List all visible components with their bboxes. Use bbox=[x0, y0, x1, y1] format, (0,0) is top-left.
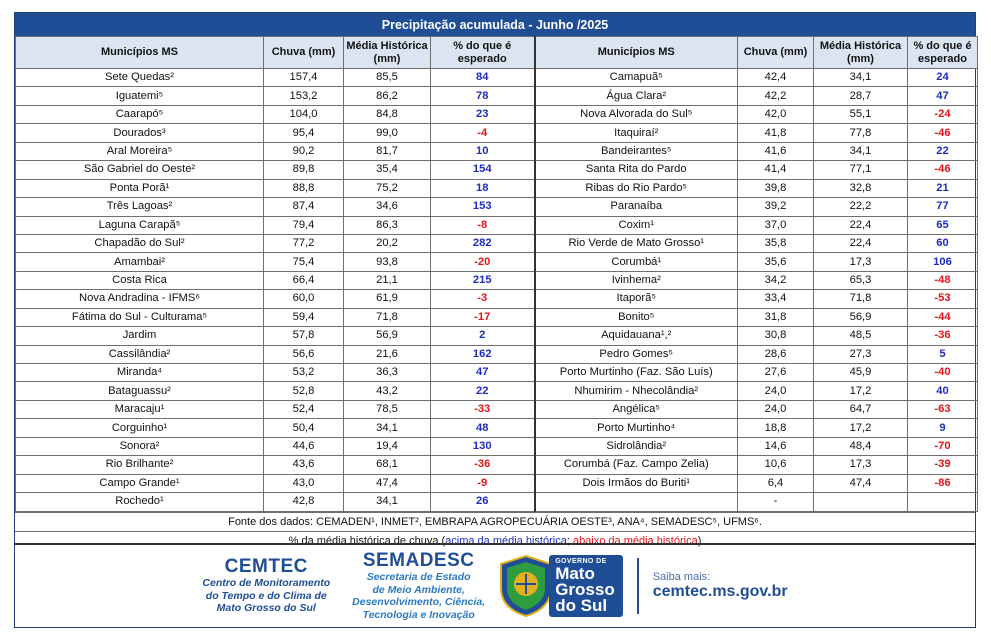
right-municipio-cell: Ivinhema² bbox=[535, 271, 738, 289]
left-percentual-cell: 215 bbox=[431, 271, 535, 289]
left-municipio-cell: Bataguassu² bbox=[16, 382, 264, 400]
right-chuva-cell: 28,6 bbox=[738, 345, 814, 363]
left-percentual-cell: 22 bbox=[431, 382, 535, 400]
left-chuva-cell: 104,0 bbox=[264, 105, 344, 123]
table-row bbox=[16, 345, 978, 363]
left-media-historica-cell: 35,4 bbox=[344, 161, 431, 179]
left-municipio-cell: Sete Quedas² bbox=[16, 69, 264, 87]
left-media-historica-cell: 78,5 bbox=[344, 400, 431, 418]
left-chuva-cell: 95,4 bbox=[264, 124, 344, 142]
table-row bbox=[16, 290, 978, 308]
right-municipio-cell: Angélica⁵ bbox=[535, 400, 738, 418]
right-percentual-cell: -46 bbox=[908, 161, 978, 179]
left-percentual-cell: 154 bbox=[431, 161, 535, 179]
right-percentual-cell: -53 bbox=[908, 290, 978, 308]
government-wordmark bbox=[549, 555, 623, 617]
right-media-historica-cell: 77,8 bbox=[814, 124, 908, 142]
table-row bbox=[16, 69, 978, 87]
right-municipio-cell: Ribas do Rio Pardo⁵ bbox=[535, 179, 738, 197]
cemtec-logo bbox=[202, 557, 330, 615]
table-row bbox=[16, 437, 978, 455]
left-percentual-cell: 26 bbox=[431, 493, 535, 511]
left-municipio-cell: São Gabriel do Oeste² bbox=[16, 161, 264, 179]
gov-small: GOVERNO DE bbox=[555, 558, 607, 565]
left-municipio-cell: Sonora² bbox=[16, 437, 264, 455]
right-percentual-cell: 9 bbox=[908, 419, 978, 437]
table-row bbox=[16, 216, 978, 234]
footer-logos bbox=[15, 543, 975, 627]
right-municipio-cell: Nova Alvorada do Sul⁵ bbox=[535, 105, 738, 123]
semadesc-desc-3: Desenvolvimento, Ciência, bbox=[352, 596, 486, 608]
left-media-historica-cell: 99,0 bbox=[344, 124, 431, 142]
footer-divider bbox=[637, 558, 639, 614]
left-media-historica-cell: 20,2 bbox=[344, 234, 431, 252]
left-media-historica-cell: 36,3 bbox=[344, 364, 431, 382]
right-media-historica-cell: 17,3 bbox=[814, 253, 908, 271]
right-chuva-cell: 42,4 bbox=[738, 69, 814, 87]
left-municipio-cell: Fátima do Sul - Culturama⁵ bbox=[16, 308, 264, 326]
right-municipio-cell: Coxim¹ bbox=[535, 216, 738, 234]
right-percentual-cell: -36 bbox=[908, 327, 978, 345]
table-row bbox=[16, 364, 978, 382]
left-percentual-cell: 23 bbox=[431, 105, 535, 123]
header-chuva-right: Chuva (mm) bbox=[738, 37, 814, 69]
table-row bbox=[16, 474, 978, 492]
gov-big-3: do Sul bbox=[555, 596, 608, 615]
right-media-historica-cell: 48,5 bbox=[814, 327, 908, 345]
left-percentual-cell: -20 bbox=[431, 253, 535, 271]
more-info bbox=[653, 571, 788, 601]
left-municipio-cell: Rio Brilhante² bbox=[16, 456, 264, 474]
left-chuva-cell: 157,4 bbox=[264, 69, 344, 87]
gov-big-1: Mato bbox=[555, 564, 595, 583]
left-media-historica-cell: 75,2 bbox=[344, 179, 431, 197]
right-media-historica-cell: 64,7 bbox=[814, 400, 908, 418]
right-chuva-cell: 24,0 bbox=[738, 400, 814, 418]
right-chuva-cell: 10,6 bbox=[738, 456, 814, 474]
table-row bbox=[16, 271, 978, 289]
left-chuva-cell: 79,4 bbox=[264, 216, 344, 234]
right-municipio-cell: Corumbá¹ bbox=[535, 253, 738, 271]
website-link[interactable]: cemtec.ms.gov.br bbox=[652, 583, 788, 600]
right-percentual-cell: -70 bbox=[908, 437, 978, 455]
right-chuva-cell: 35,8 bbox=[738, 234, 814, 252]
left-chuva-cell: 57,8 bbox=[264, 327, 344, 345]
table-body bbox=[16, 69, 978, 512]
right-media-historica-cell: 22,4 bbox=[814, 234, 908, 252]
right-media-historica-cell: 48,4 bbox=[814, 437, 908, 455]
right-percentual-cell: 60 bbox=[908, 234, 978, 252]
table-row bbox=[16, 456, 978, 474]
right-chuva-cell: 6,4 bbox=[738, 474, 814, 492]
header-media-left: Média Histórica (mm) bbox=[344, 37, 431, 69]
left-media-historica-cell: 85,5 bbox=[344, 69, 431, 87]
header-chuva-left: Chuva (mm) bbox=[264, 37, 344, 69]
right-municipio-cell: Nhumirim - Nhecolândia² bbox=[535, 382, 738, 400]
legend-below: abaixo da média histórica bbox=[572, 534, 698, 547]
left-municipio-cell: Caarapó⁵ bbox=[16, 105, 264, 123]
table-row bbox=[16, 308, 978, 326]
left-media-historica-cell: 84,8 bbox=[344, 105, 431, 123]
left-chuva-cell: 53,2 bbox=[264, 364, 344, 382]
table-row bbox=[16, 253, 978, 271]
right-municipio-cell: Santa Rita do Pardo bbox=[535, 161, 738, 179]
right-municipio-cell: Água Clara² bbox=[535, 87, 738, 105]
left-municipio-cell: Nova Andradina - IFMS⁶ bbox=[16, 290, 264, 308]
left-media-historica-cell: 61,9 bbox=[344, 290, 431, 308]
right-chuva-cell: - bbox=[738, 493, 814, 511]
right-media-historica-cell: 22,2 bbox=[814, 198, 908, 216]
right-chuva-cell: 27,6 bbox=[738, 364, 814, 382]
table-row bbox=[16, 419, 978, 437]
left-percentual-cell: -9 bbox=[431, 474, 535, 492]
left-chuva-cell: 44,6 bbox=[264, 437, 344, 455]
left-percentual-cell: 2 bbox=[431, 327, 535, 345]
left-percentual-cell: -33 bbox=[431, 400, 535, 418]
table-row bbox=[16, 198, 978, 216]
left-media-historica-cell: 47,4 bbox=[344, 474, 431, 492]
table-row bbox=[16, 87, 978, 105]
data-source-note: Fonte dos dados: CEMADEN¹, INMET², EMBRAPA AGROPECUÁRIA OESTE³, ANA⁴, SEMADESC⁵, UFMS⁶. bbox=[15, 512, 975, 531]
right-percentual-cell: 106 bbox=[908, 253, 978, 271]
right-media-historica-cell: 22,4 bbox=[814, 216, 908, 234]
left-percentual-cell: 48 bbox=[431, 419, 535, 437]
right-chuva-cell: 42,0 bbox=[738, 105, 814, 123]
government-logo bbox=[497, 554, 623, 618]
left-chuva-cell: 43,0 bbox=[264, 474, 344, 492]
left-municipio-cell: Jardim bbox=[16, 327, 264, 345]
legend-above: acima da média histórica bbox=[445, 534, 567, 547]
right-media-historica-cell: 34,1 bbox=[814, 142, 908, 160]
left-municipio-cell: Cassilândia² bbox=[16, 345, 264, 363]
right-media-historica-cell: 47,4 bbox=[814, 474, 908, 492]
header-media-right: Média Histórica (mm) bbox=[814, 37, 908, 69]
left-chuva-cell: 43,6 bbox=[264, 456, 344, 474]
legend-sep: ; bbox=[566, 534, 573, 547]
right-percentual-cell: 21 bbox=[908, 179, 978, 197]
left-percentual-cell: 10 bbox=[431, 142, 535, 160]
table-row bbox=[16, 161, 978, 179]
right-municipio-cell: Rio Verde de Mato Grosso¹ bbox=[535, 234, 738, 252]
left-municipio-cell: Corguinho¹ bbox=[16, 419, 264, 437]
left-chuva-cell: 66,4 bbox=[264, 271, 344, 289]
right-chuva-cell: 41,4 bbox=[738, 161, 814, 179]
right-percentual-cell: -48 bbox=[908, 271, 978, 289]
left-percentual-cell: 162 bbox=[431, 345, 535, 363]
right-percentual-cell: -44 bbox=[908, 308, 978, 326]
left-media-historica-cell: 34,1 bbox=[344, 419, 431, 437]
right-media-historica-cell: 77,1 bbox=[814, 161, 908, 179]
left-percentual-cell: -8 bbox=[431, 216, 535, 234]
left-percentual-cell: 282 bbox=[431, 234, 535, 252]
right-media-historica-cell: 17,2 bbox=[814, 419, 908, 437]
left-chuva-cell: 89,8 bbox=[264, 161, 344, 179]
left-municipio-cell: Amambai² bbox=[16, 253, 264, 271]
right-municipio-cell: Pedro Gomes⁵ bbox=[535, 345, 738, 363]
left-percentual-cell: 18 bbox=[431, 179, 535, 197]
left-chuva-cell: 87,4 bbox=[264, 198, 344, 216]
left-chuva-cell: 60,0 bbox=[264, 290, 344, 308]
left-percentual-cell: 153 bbox=[431, 198, 535, 216]
right-media-historica-cell: 56,9 bbox=[814, 308, 908, 326]
right-chuva-cell: 18,8 bbox=[738, 419, 814, 437]
left-percentual-cell: 84 bbox=[431, 69, 535, 87]
right-percentual-cell: 22 bbox=[908, 142, 978, 160]
left-media-historica-cell: 21,1 bbox=[344, 271, 431, 289]
right-percentual-cell: -39 bbox=[908, 456, 978, 474]
left-percentual-cell: -4 bbox=[431, 124, 535, 142]
right-media-historica-cell: 28,7 bbox=[814, 87, 908, 105]
legend-suffix: ) bbox=[697, 534, 702, 547]
cemtec-desc-2: do Tempo e do Clima de bbox=[205, 589, 327, 602]
left-percentual-cell: 78 bbox=[431, 87, 535, 105]
right-media-historica-cell: 55,1 bbox=[814, 105, 908, 123]
right-percentual-cell: 77 bbox=[908, 198, 978, 216]
left-chuva-cell: 59,4 bbox=[264, 308, 344, 326]
table-row bbox=[16, 327, 978, 345]
right-media-historica-cell: 17,3 bbox=[814, 456, 908, 474]
precipitation-table bbox=[15, 36, 978, 512]
left-percentual-cell: -3 bbox=[431, 290, 535, 308]
table-row bbox=[16, 400, 978, 418]
table-row bbox=[16, 142, 978, 160]
right-municipio-cell: Sidrolândia² bbox=[535, 437, 738, 455]
right-percentual-cell: 47 bbox=[908, 87, 978, 105]
saiba-label: Saiba mais: bbox=[652, 571, 711, 583]
left-percentual-cell: 47 bbox=[431, 364, 535, 382]
right-percentual-cell: -40 bbox=[908, 364, 978, 382]
right-municipio-cell: Itaquiraí² bbox=[535, 124, 738, 142]
right-municipio-cell: Bonito⁵ bbox=[535, 308, 738, 326]
right-media-historica-cell: 27,3 bbox=[814, 345, 908, 363]
semadesc-desc-4: Tecnologia e Inovação bbox=[362, 608, 475, 621]
semadesc-logo bbox=[352, 551, 485, 621]
left-percentual-cell: 130 bbox=[431, 437, 535, 455]
right-percentual-cell: 40 bbox=[908, 382, 978, 400]
left-chuva-cell: 52,8 bbox=[264, 382, 344, 400]
report-title: Precipitação acumulada - Junho /2025 bbox=[15, 13, 975, 36]
right-media-historica-cell: 17,2 bbox=[814, 382, 908, 400]
right-municipio-cell: Itaporã⁵ bbox=[535, 290, 738, 308]
left-chuva-cell: 56,6 bbox=[264, 345, 344, 363]
right-media-historica-cell: 45,9 bbox=[814, 364, 908, 382]
left-municipio-cell: Chapadão do Sul² bbox=[16, 234, 264, 252]
semadesc-desc-1: Secretaria de Estado bbox=[366, 571, 471, 583]
semadesc-desc-2: de Meio Ambiente, bbox=[372, 583, 465, 596]
right-percentual-cell: 24 bbox=[908, 69, 978, 87]
right-municipio-cell: Camapuã⁵ bbox=[535, 69, 738, 87]
legend-prefix: % da média histórica de chuva ( bbox=[288, 534, 446, 547]
left-chuva-cell: 88,8 bbox=[264, 179, 344, 197]
right-media-historica-cell: 65,3 bbox=[814, 271, 908, 289]
right-chuva-cell: 30,8 bbox=[738, 327, 814, 345]
left-media-historica-cell: 86,3 bbox=[344, 216, 431, 234]
left-municipio-cell: Ponta Porã¹ bbox=[16, 179, 264, 197]
right-municipio-cell: Corumbá (Faz. Campo Zelia) bbox=[535, 456, 738, 474]
right-media-historica-cell bbox=[814, 493, 908, 511]
header-pct-left: % do que é esperado bbox=[431, 37, 535, 69]
right-chuva-cell: 35,6 bbox=[738, 253, 814, 271]
table-row bbox=[16, 105, 978, 123]
left-media-historica-cell: 68,1 bbox=[344, 456, 431, 474]
left-chuva-cell: 75,4 bbox=[264, 253, 344, 271]
left-municipio-cell: Três Lagoas² bbox=[16, 198, 264, 216]
right-media-historica-cell: 71,8 bbox=[814, 290, 908, 308]
left-municipio-cell: Costa Rica bbox=[16, 271, 264, 289]
left-municipio-cell: Dourados³ bbox=[16, 124, 264, 142]
right-municipio-cell: Porto Murtinho⁴ bbox=[535, 419, 738, 437]
table-row bbox=[16, 124, 978, 142]
left-media-historica-cell: 56,9 bbox=[344, 327, 431, 345]
right-media-historica-cell: 32,8 bbox=[814, 179, 908, 197]
right-percentual-cell bbox=[908, 493, 978, 511]
right-chuva-cell: 14,6 bbox=[738, 437, 814, 455]
header-municipios-left: Municípios MS bbox=[16, 37, 264, 69]
right-chuva-cell: 24,0 bbox=[738, 382, 814, 400]
left-percentual-cell: -17 bbox=[431, 308, 535, 326]
right-media-historica-cell: 34,1 bbox=[814, 69, 908, 87]
right-municipio-cell: Aquidauana¹,² bbox=[535, 327, 738, 345]
left-chuva-cell: 52,4 bbox=[264, 400, 344, 418]
right-percentual-cell: -24 bbox=[908, 105, 978, 123]
right-percentual-cell: -63 bbox=[908, 400, 978, 418]
right-chuva-cell: 42,2 bbox=[738, 87, 814, 105]
state-coat-of-arms-icon bbox=[497, 554, 555, 618]
right-chuva-cell: 33,4 bbox=[738, 290, 814, 308]
precipitation-report bbox=[14, 12, 976, 628]
table-row bbox=[16, 382, 978, 400]
right-chuva-cell: 31,8 bbox=[738, 308, 814, 326]
right-chuva-cell: 41,8 bbox=[738, 124, 814, 142]
left-municipio-cell: Aral Moreira⁵ bbox=[16, 142, 264, 160]
left-chuva-cell: 77,2 bbox=[264, 234, 344, 252]
table-row bbox=[16, 493, 978, 511]
right-percentual-cell: -46 bbox=[908, 124, 978, 142]
left-media-historica-cell: 19,4 bbox=[344, 437, 431, 455]
left-media-historica-cell: 43,2 bbox=[344, 382, 431, 400]
left-media-historica-cell: 93,8 bbox=[344, 253, 431, 271]
right-municipio-cell: Dois Irmãos do Buriti¹ bbox=[535, 474, 738, 492]
table-row bbox=[16, 179, 978, 197]
left-media-historica-cell: 34,1 bbox=[344, 493, 431, 511]
left-media-historica-cell: 86,2 bbox=[344, 87, 431, 105]
gov-big-2: Grosso bbox=[555, 580, 615, 599]
right-municipio-cell: Paranaíba bbox=[535, 198, 738, 216]
left-municipio-cell: Rochedo¹ bbox=[16, 493, 264, 511]
right-municipio-cell: Porto Murtinho (Faz. São Luís) bbox=[535, 364, 738, 382]
left-municipio-cell: Miranda⁴ bbox=[16, 364, 264, 382]
right-percentual-cell: 5 bbox=[908, 345, 978, 363]
left-municipio-cell: Laguna Carapã⁵ bbox=[16, 216, 264, 234]
cemtec-abbr: CEMTEC bbox=[224, 556, 308, 578]
left-media-historica-cell: 21,6 bbox=[344, 345, 431, 363]
cemtec-desc-3: Mato Grosso do Sul bbox=[216, 602, 316, 615]
left-media-historica-cell: 34,6 bbox=[344, 198, 431, 216]
left-chuva-cell: 90,2 bbox=[264, 142, 344, 160]
left-municipio-cell: Maracaju¹ bbox=[16, 400, 264, 418]
left-municipio-cell: Iguatemi⁵ bbox=[16, 87, 264, 105]
left-percentual-cell: -36 bbox=[431, 456, 535, 474]
cemtec-desc-1: Centro de Monitoramento bbox=[202, 577, 331, 590]
right-chuva-cell: 34,2 bbox=[738, 271, 814, 289]
left-chuva-cell: 50,4 bbox=[264, 419, 344, 437]
table-row bbox=[16, 234, 978, 252]
right-chuva-cell: 37,0 bbox=[738, 216, 814, 234]
header-municipios-right: Municípios MS bbox=[535, 37, 738, 69]
right-chuva-cell: 41,6 bbox=[738, 142, 814, 160]
right-chuva-cell: 39,8 bbox=[738, 179, 814, 197]
right-percentual-cell: -86 bbox=[908, 474, 978, 492]
header-pct-right: % do que é esperado bbox=[908, 37, 978, 69]
right-municipio-cell: Bandeirantes⁵ bbox=[535, 142, 738, 160]
table-header-row bbox=[16, 37, 978, 69]
left-municipio-cell: Campo Grande¹ bbox=[16, 474, 264, 492]
left-media-historica-cell: 71,8 bbox=[344, 308, 431, 326]
right-municipio-cell bbox=[535, 493, 738, 511]
right-percentual-cell: 65 bbox=[908, 216, 978, 234]
left-media-historica-cell: 81,7 bbox=[344, 142, 431, 160]
left-chuva-cell: 153,2 bbox=[264, 87, 344, 105]
left-chuva-cell: 42,8 bbox=[264, 493, 344, 511]
semadesc-abbr: SEMADESC bbox=[362, 550, 475, 571]
right-chuva-cell: 39,2 bbox=[738, 198, 814, 216]
